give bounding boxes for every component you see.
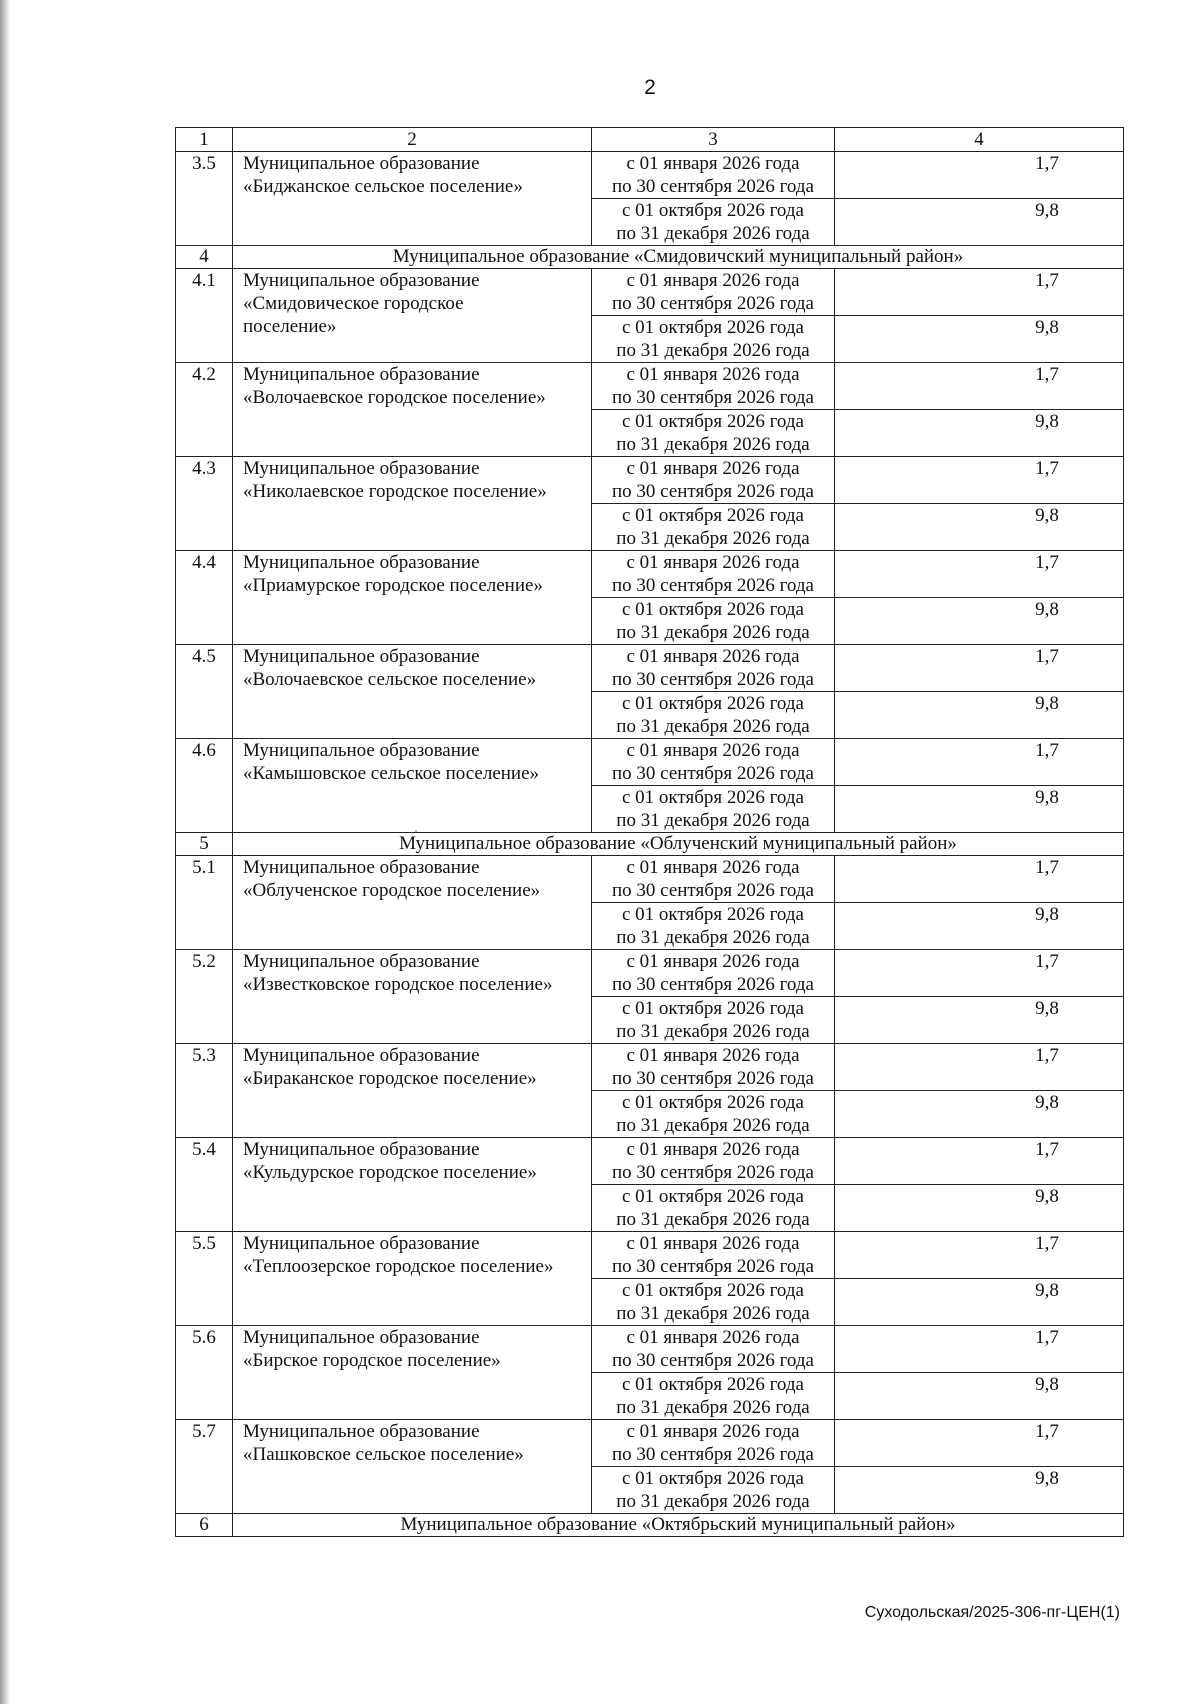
row-number: 5.1: [176, 856, 233, 950]
value-first: 1,7: [835, 1044, 1124, 1091]
row-number: 4.1: [176, 269, 233, 363]
period-second: [592, 786, 835, 833]
text-line: с 01 января 2026 года: [626, 1045, 800, 1066]
text-line: по 30 сентября 2026 года: [611, 1068, 814, 1089]
text-line: «Николаевское городское поселение»: [243, 481, 547, 502]
document-footer-code: Суходольская/2025-306-пг-ЦЕН(1): [864, 1604, 1120, 1621]
period-first: [592, 1138, 835, 1185]
text-line: «Камышовское сельское поселение»: [243, 763, 540, 784]
table-row: [176, 457, 1124, 504]
value-second: 9,8: [835, 1185, 1124, 1232]
period-second: [592, 199, 835, 246]
tariff-table-body: [176, 128, 1124, 1537]
text-line: с 01 января 2026 года: [626, 153, 800, 174]
text-line: с 01 октября 2026 года: [622, 1186, 804, 1207]
text-line: с 01 января 2026 года: [626, 1421, 800, 1442]
period-first: [592, 269, 835, 316]
text-line: по 31 декабря 2026 года: [616, 1303, 810, 1324]
text-line: по 30 сентября 2026 года: [611, 880, 814, 901]
period-first: [592, 363, 835, 410]
text-line: с 01 октября 2026 года: [622, 505, 804, 526]
text-line: с 01 октября 2026 года: [622, 693, 804, 714]
text-line: с 01 января 2026 года: [626, 458, 800, 479]
text-line: Муниципальное образование: [243, 951, 480, 972]
period-second: [592, 1467, 835, 1514]
text-line: поселение»: [243, 316, 337, 337]
row-number: 4.6: [176, 739, 233, 833]
text-line: по 31 декабря 2026 года: [616, 716, 810, 737]
value-first: 1,7: [835, 1138, 1124, 1185]
text-line: Муниципальное образование: [243, 857, 480, 878]
table-row: [176, 269, 1124, 316]
text-line: «Бирское городское поселение»: [243, 1350, 501, 1371]
value-second: 9,8: [835, 786, 1124, 833]
text-line: «Биджанское сельское поселение»: [243, 176, 523, 197]
text-line: по 31 декабря 2026 года: [616, 1115, 810, 1136]
table-row: [176, 1232, 1124, 1279]
value-second: 9,8: [835, 410, 1124, 457]
text-line: с 01 октября 2026 года: [622, 1092, 804, 1113]
text-line: «Волочаевское сельское поселение»: [243, 669, 537, 690]
text-line: по 31 декабря 2026 года: [616, 1397, 810, 1418]
header-cell-2: 2: [233, 128, 592, 152]
text-line: «Пашковское сельское поселение»: [243, 1444, 524, 1465]
period-first: [592, 152, 835, 199]
value-first: 1,7: [835, 457, 1124, 504]
table-row: [176, 152, 1124, 199]
period-first: [592, 1420, 835, 1467]
entity-name: [233, 1232, 592, 1326]
period-second: [592, 1279, 835, 1326]
section-row: [176, 1514, 1124, 1537]
tariff-table: [175, 127, 1124, 1537]
text-line: по 30 сентября 2026 года: [611, 1162, 814, 1183]
text-line: с 01 октября 2026 года: [622, 599, 804, 620]
entity-name: [233, 1420, 592, 1514]
period-first: [592, 856, 835, 903]
table-row: [176, 1326, 1124, 1373]
page-number: 2: [644, 76, 656, 99]
row-number: 5.3: [176, 1044, 233, 1138]
text-line: Муниципальное образование: [243, 364, 480, 385]
text-line: Муниципальное образование: [243, 552, 480, 573]
text-line: по 30 сентября 2026 года: [611, 974, 814, 995]
row-number: 4.2: [176, 363, 233, 457]
table-row: [176, 1044, 1124, 1091]
text-line: по 31 декабря 2026 года: [616, 810, 810, 831]
row-number: 5.6: [176, 1326, 233, 1420]
row-number: 4.3: [176, 457, 233, 551]
text-line: «Волочаевское городское поселение»: [243, 387, 546, 408]
period-second: [592, 692, 835, 739]
section-title: Муниципальное образование «Октябрьский муниципальный район»: [233, 1514, 1124, 1537]
text-line: с 01 октября 2026 года: [622, 317, 804, 338]
text-line: с 01 января 2026 года: [626, 951, 800, 972]
table-row: [176, 950, 1124, 997]
period-second: [592, 598, 835, 645]
text-line: с 01 января 2026 года: [626, 857, 800, 878]
value-second: 9,8: [835, 316, 1124, 363]
text-line: по 30 сентября 2026 года: [611, 1444, 814, 1465]
period-first: [592, 1044, 835, 1091]
row-number: 4.5: [176, 645, 233, 739]
entity-name: [233, 739, 592, 833]
entity-name: [233, 1044, 592, 1138]
entity-name: [233, 856, 592, 950]
row-number: 5.7: [176, 1420, 233, 1514]
period-second: [592, 903, 835, 950]
value-first: 1,7: [835, 950, 1124, 997]
text-line: с 01 января 2026 года: [626, 552, 800, 573]
text-line: по 31 декабря 2026 года: [616, 340, 810, 361]
text-line: по 30 сентября 2026 года: [611, 481, 814, 502]
value-first: 1,7: [835, 645, 1124, 692]
text-line: с 01 октября 2026 года: [622, 904, 804, 925]
value-first: 1,7: [835, 551, 1124, 598]
table-header-row: [176, 128, 1124, 152]
table-row: [176, 1138, 1124, 1185]
scan-edge-shadow: [0, 0, 10, 1704]
text-line: Муниципальное образование: [243, 740, 480, 761]
section-title: Муниципальное образование «Облученский муниципальный район»: [233, 833, 1124, 856]
text-line: с 01 января 2026 года: [626, 740, 800, 761]
entity-name: [233, 950, 592, 1044]
section-number: 5: [176, 833, 233, 856]
text-line: с 01 октября 2026 года: [622, 787, 804, 808]
period-second: [592, 1373, 835, 1420]
period-first: [592, 1326, 835, 1373]
text-line: «Облученское городское поселение»: [243, 880, 541, 901]
value-second: 9,8: [835, 1091, 1124, 1138]
text-line: по 30 сентября 2026 года: [611, 669, 814, 690]
entity-name: [233, 1138, 592, 1232]
text-line: по 31 декабря 2026 года: [616, 1021, 810, 1042]
value-first: 1,7: [835, 1232, 1124, 1279]
header-cell-4: 4: [835, 128, 1124, 152]
table-row: [176, 551, 1124, 598]
section-title: Муниципальное образование «Смидовичский муниципальный район»: [233, 246, 1124, 269]
value-second: 9,8: [835, 997, 1124, 1044]
entity-name: [233, 457, 592, 551]
period-first: [592, 457, 835, 504]
entity-name: [233, 1326, 592, 1420]
entity-name: [233, 363, 592, 457]
text-line: по 31 декабря 2026 года: [616, 1491, 810, 1512]
text-line: по 30 сентября 2026 года: [611, 1350, 814, 1371]
text-line: Муниципальное образование: [243, 1139, 480, 1160]
value-first: 1,7: [835, 269, 1124, 316]
entity-name: [233, 152, 592, 246]
text-line: Муниципальное образование: [243, 1327, 480, 1348]
text-line: «Теплоозерское городское поселение»: [243, 1256, 554, 1277]
text-line: Муниципальное образование: [243, 458, 480, 479]
entity-name: [233, 551, 592, 645]
text-line: «Смидовическое городское: [243, 293, 464, 314]
value-first: 1,7: [835, 1420, 1124, 1467]
scan-speck: [415, 830, 417, 832]
text-line: по 30 сентября 2026 года: [611, 176, 814, 197]
value-second: 9,8: [835, 1373, 1124, 1420]
table-row: [176, 856, 1124, 903]
period-first: [592, 739, 835, 786]
text-line: с 01 октября 2026 года: [622, 1280, 804, 1301]
text-line: «Приамурское городское поселение»: [243, 575, 543, 596]
section-number: 6: [176, 1514, 233, 1537]
text-line: «Кульдурское городское поселение»: [243, 1162, 537, 1183]
text-line: по 30 сентября 2026 года: [611, 387, 814, 408]
table-row: [176, 363, 1124, 410]
value-second: 9,8: [835, 1467, 1124, 1514]
period-first: [592, 645, 835, 692]
section-row: [176, 833, 1124, 856]
row-number: 3.5: [176, 152, 233, 246]
text-line: Муниципальное образование: [243, 153, 480, 174]
text-line: с 01 января 2026 года: [626, 270, 800, 291]
row-number: 5.5: [176, 1232, 233, 1326]
period-first: [592, 1232, 835, 1279]
text-line: с 01 января 2026 года: [626, 1327, 800, 1348]
period-second: [592, 997, 835, 1044]
value-second: 9,8: [835, 1279, 1124, 1326]
period-first: [592, 551, 835, 598]
entity-name: [233, 645, 592, 739]
text-line: с 01 октября 2026 года: [622, 1468, 804, 1489]
text-line: с 01 октября 2026 года: [622, 411, 804, 432]
text-line: по 31 декабря 2026 года: [616, 622, 810, 643]
text-line: по 31 декабря 2026 года: [616, 927, 810, 948]
table-row: [176, 739, 1124, 786]
text-line: с 01 января 2026 года: [626, 1233, 800, 1254]
text-line: по 31 декабря 2026 года: [616, 528, 810, 549]
text-line: по 30 сентября 2026 года: [611, 293, 814, 314]
text-line: с 01 января 2026 года: [626, 364, 800, 385]
period-second: [592, 410, 835, 457]
period-second: [592, 1185, 835, 1232]
value-first: 1,7: [835, 363, 1124, 410]
value-first: 1,7: [835, 856, 1124, 903]
text-line: с 01 октября 2026 года: [622, 998, 804, 1019]
text-line: с 01 октября 2026 года: [622, 200, 804, 221]
text-line: по 30 сентября 2026 года: [611, 1256, 814, 1277]
text-line: Муниципальное образование: [243, 1421, 480, 1442]
text-line: Муниципальное образование: [243, 1233, 480, 1254]
section-row: [176, 246, 1124, 269]
value-second: 9,8: [835, 199, 1124, 246]
text-line: Муниципальное образование: [243, 646, 480, 667]
text-line: по 31 декабря 2026 года: [616, 434, 810, 455]
value-first: 1,7: [835, 739, 1124, 786]
header-cell-1: 1: [176, 128, 233, 152]
text-line: «Известковское городское поселение»: [243, 974, 553, 995]
text-line: по 31 декабря 2026 года: [616, 1209, 810, 1230]
value-first: 1,7: [835, 152, 1124, 199]
text-line: по 30 сентября 2026 года: [611, 575, 814, 596]
entity-name: [233, 269, 592, 363]
period-second: [592, 504, 835, 551]
value-second: 9,8: [835, 598, 1124, 645]
text-line: с 01 октября 2026 года: [622, 1374, 804, 1395]
period-second: [592, 316, 835, 363]
text-line: Муниципальное образование: [243, 1045, 480, 1066]
text-line: по 31 декабря 2026 года: [616, 223, 810, 244]
text-line: с 01 января 2026 года: [626, 1139, 800, 1160]
text-line: Муниципальное образование: [243, 270, 480, 291]
section-number: 4: [176, 246, 233, 269]
text-line: «Бираканское городское поселение»: [243, 1068, 537, 1089]
table-row: [176, 645, 1124, 692]
value-second: 9,8: [835, 692, 1124, 739]
row-number: 4.4: [176, 551, 233, 645]
table-row: [176, 1420, 1124, 1467]
value-second: 9,8: [835, 903, 1124, 950]
text-line: с 01 января 2026 года: [626, 646, 800, 667]
text-line: по 30 сентября 2026 года: [611, 763, 814, 784]
value-first: 1,7: [835, 1326, 1124, 1373]
row-number: 5.2: [176, 950, 233, 1044]
row-number: 5.4: [176, 1138, 233, 1232]
header-cell-3: 3: [592, 128, 835, 152]
value-second: 9,8: [835, 504, 1124, 551]
period-first: [592, 950, 835, 997]
period-second: [592, 1091, 835, 1138]
